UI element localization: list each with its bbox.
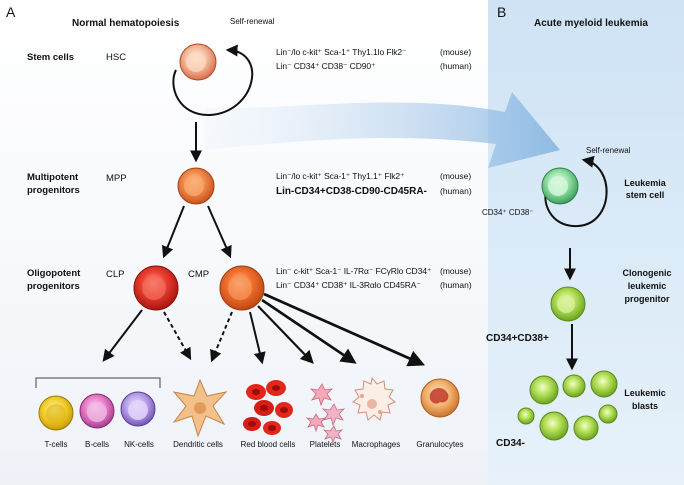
cmp-abbr: CMP <box>188 269 210 280</box>
cmp-to-rbc-arrow <box>250 312 262 362</box>
lymphoid-bracket <box>36 378 160 388</box>
mpp-human-markers: Lin-CD34+CD38-CD90-CD45RA- <box>276 186 427 197</box>
mpp-mouse-species: (mouse) <box>440 171 472 181</box>
clp-to-lymphoid-arrow <box>104 310 142 360</box>
clp-abbr: CLP <box>106 269 125 280</box>
transition-arrow-band <box>205 92 560 168</box>
lsc-marker: CD34⁺ CD38⁻ <box>482 208 534 217</box>
cmp-to-dendritic-arrow <box>212 312 232 360</box>
oligo-human-markers: Lin⁻ CD34⁺ CD38⁺ IL-3Rαlo CD45RA⁻ <box>276 280 421 290</box>
hsc-mouse-markers: Lin⁻/lo c-kit⁺ Sca-1⁺ Thy1.1lo Flk2⁻ <box>276 47 407 57</box>
t-cells-label: T-cells <box>44 440 68 449</box>
hsc-human-markers: Lin⁻ CD34⁺ CD38⁻ CD90⁺ <box>276 61 376 71</box>
oligo-mouse-markers: Lin⁻ c-kit⁺ Sca-1⁻ IL-7Rα⁻ FCγRlo CD34⁺ <box>276 266 432 276</box>
cmp-to-macrophages-arrow <box>262 300 354 362</box>
mpp-to-clp-arrow <box>164 206 184 256</box>
mpp-abbr: MPP <box>106 173 127 184</box>
granulocytes-label: Granulocytes <box>416 440 464 449</box>
panel-b-title: Acute myeloid leukemia <box>534 18 648 29</box>
macrophages-label: Macrophages <box>351 440 401 449</box>
progenitor-label-line1: Clonogenic <box>622 268 672 278</box>
progenitor-label-line3: progenitor <box>624 294 670 304</box>
platelets-label: Platelets <box>309 440 341 449</box>
row-mpp-label-line2: progenitors <box>27 185 80 196</box>
row-oligo-label-line1: Oligopotent <box>27 268 81 279</box>
dendritic-cells-label: Dendritic cells <box>173 440 223 449</box>
progenitor-label-line2: leukemic <box>627 281 667 291</box>
blasts-label-line2: blasts <box>631 401 658 411</box>
oligo-mouse-species: (mouse) <box>440 266 472 276</box>
clp-to-dendritic-arrow <box>164 312 190 358</box>
lsc-self-renewal-label: Self-renewal <box>586 146 631 155</box>
row-stem-cells-label: Stem cells <box>27 52 74 63</box>
hsc-abbr: HSC <box>106 52 127 63</box>
hsc-human-species: (human) <box>440 61 472 71</box>
red-blood-cells <box>243 380 293 435</box>
platelets <box>307 384 344 442</box>
progenitor-marker: CD34+CD38+ <box>486 333 549 344</box>
row-mpp-label-line1: Multipotent <box>27 172 79 183</box>
nk-cells-label: NK-cells <box>124 440 154 449</box>
blasts-label-line1: Leukemic <box>624 388 666 398</box>
leukemic-blasts <box>518 371 617 440</box>
lsc-label-line2: stem cell <box>625 190 665 200</box>
panel-a-letter: A <box>6 4 16 20</box>
red-blood-cells-label: Red blood cells <box>240 440 296 449</box>
mpp-to-cmp-arrow <box>208 206 230 256</box>
oligo-human-species: (human) <box>440 280 472 290</box>
panel-b-letter: B <box>497 4 507 20</box>
row-oligo-label-line2: progenitors <box>27 281 80 292</box>
hsc-mouse-species: (mouse) <box>440 47 472 57</box>
hsc-self-renewal-label: Self-renewal <box>230 17 275 26</box>
b-cells-label: B-cells <box>84 440 109 449</box>
mpp-mouse-markers: Lin⁻/lo c-kit⁺ Sca-1⁺ Thy1.1⁺ Flk2⁺ <box>276 171 405 181</box>
blast-marker: CD34- <box>496 438 525 449</box>
lsc-label-line1: Leukemia <box>624 178 666 188</box>
macrophage-cell <box>353 378 395 420</box>
mpp-human-species: (human) <box>440 186 472 196</box>
panel-a-title: Normal hematopoiesis <box>72 18 180 29</box>
